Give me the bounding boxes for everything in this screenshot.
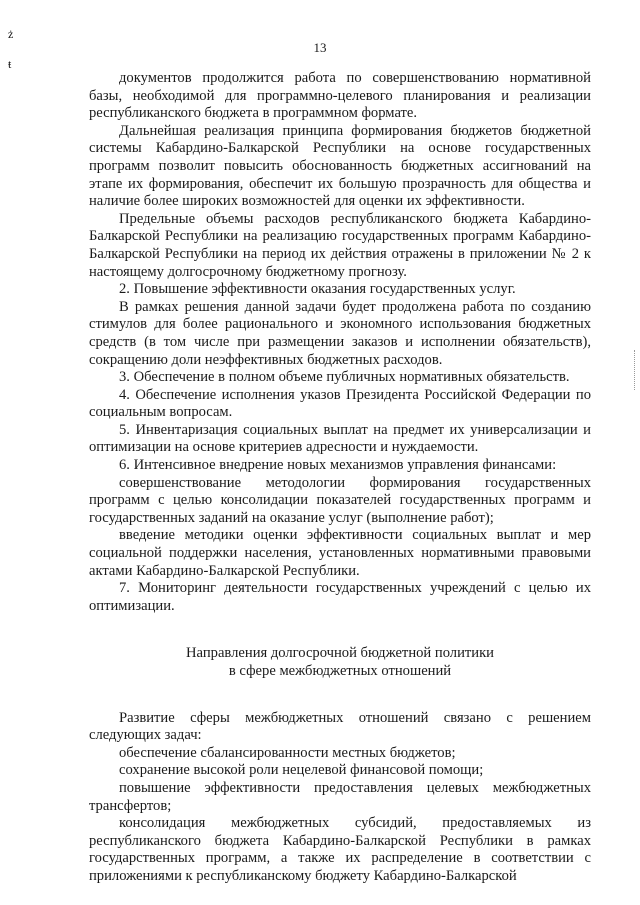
paragraph: Развитие сферы межбюджетных отношений связано с решением следующих задач: (89, 709, 591, 744)
paragraph: В рамках решения данной задачи будет продолжена работа по созданию стимулов для более рационального и экономного использования бюджетных средств (в том числе при размещении заказов и исполнении обязательств), сокращению доли неэффективных бюджетных расходов. (89, 298, 591, 368)
document-body (89, 70, 591, 886)
paragraph: документов продолжится работа по совершенствованию нормативной базы, необходимой для программно-целевого планирования и реализации республиканского бюджета в программном формате. (89, 70, 591, 122)
paragraph: 3. Обеспечение в полном объеме публичных нормативных обязательств. (119, 369, 570, 386)
page-number: 13 (313, 40, 327, 55)
paragraph: введение методики оценки эффективности социальных выплат и мер социальной поддержки населения, установленных нормативными правовыми актами Кабардино-Балкарской Республики. (89, 527, 591, 579)
paragraph: 7. Мониторинг деятельности государственных учреждений с целью их оптимизации. (89, 580, 591, 614)
paragraph: обеспечение сбалансированности местных бюджетов; (119, 744, 456, 761)
margin-mark: ŧ (8, 57, 12, 71)
paragraph: 6. Интенсивное внедрение новых механизмов управления финансами: (119, 457, 557, 474)
paragraph: повышение эффективности предоставления целевых межбюджетных трансфертов; (89, 779, 591, 814)
section-heading-line: в сфере межбюджетных отношений (228, 663, 452, 679)
paragraph: 5. Инвентаризация социальных выплат на предмет их универсализации и оптимизации на основе критериев адресности и нуждаемости. (89, 421, 591, 456)
paragraph: 2. Повышение эффективности оказания государственных услуг. (119, 281, 516, 298)
paragraph: 4. Обеспечение исполнения указов Президента Российской Федерации по социальным вопросам. (89, 386, 591, 421)
paragraph: Дальнейшая реализация принципа формирования бюджетов бюджетной системы Кабардино-Балкарской Республики на основе государственных программ позволит повысить обоснованность бюджетных ассигнований на этапе их формирования, обеспечит их большую прозрачность для общества и наличие более широких возможностей для оценки их эффективности. (89, 122, 591, 210)
paragraph: сохранение высокой роли нецелевой финансовой помощи; (119, 762, 484, 779)
section-heading (89, 645, 591, 680)
scan-edge-mark (634, 350, 637, 390)
section-heading-line: Направления долгосрочной бюджетной политики (186, 645, 494, 662)
paragraph: совершенствование методологии формирования государственных программ с целью консолидации показателей государственных программ и государственных заданий на оказание услуг (выполнение работ); (89, 474, 591, 526)
margin-mark: ż (8, 27, 14, 41)
paragraph: консолидация межбюджетных субсидий, предоставляемых из республиканского бюджета Кабардино-Балкарской Республики в рамках государственных программ, а также их распределение в соответствии с приложениями к республиканскому бюджету Кабардино-Балкарской (89, 815, 591, 884)
paragraph: Предельные объемы расходов республиканского бюджета Кабардино-Балкарской Республики на реализацию государственных программ Кабардино-Балкарской Республики на период их действия отражены в приложении № 2 к настоящему долгосрочному бюджетному прогнозу. (89, 210, 591, 280)
